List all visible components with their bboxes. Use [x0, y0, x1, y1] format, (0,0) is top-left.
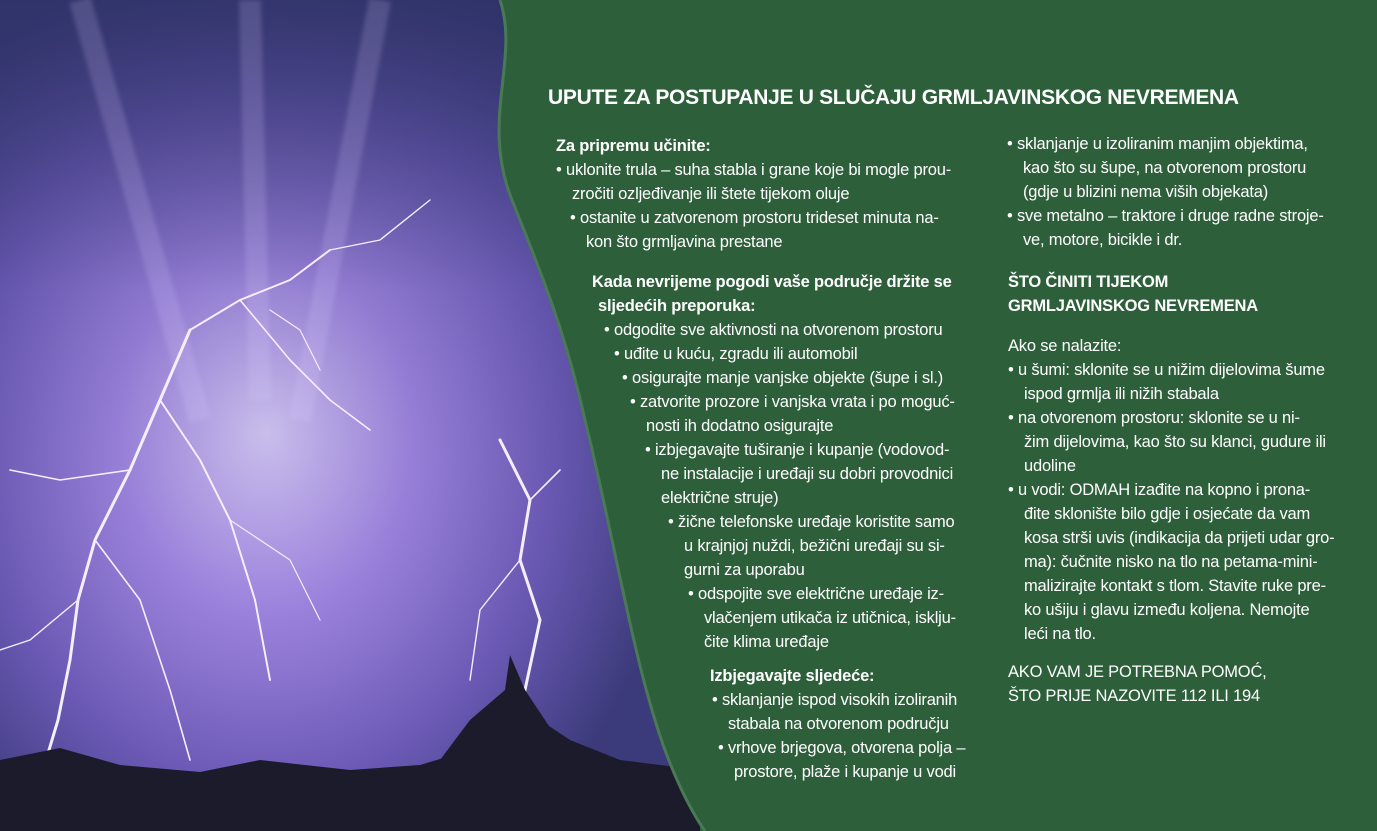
list-item-block: [718, 736, 965, 784]
list-item-continued: leći na tlo.: [1024, 625, 1096, 643]
right-top-list: [1007, 132, 1324, 252]
during-list: [1008, 334, 1334, 646]
list-item: • uđite u kuću, zgradu ili automobil: [614, 342, 857, 366]
list-item-continued: u krajnjoj nuždi, bežični uređaji su si-: [684, 537, 945, 555]
prepare-heading: Za pripremu učinite:: [556, 137, 711, 155]
list-item: • u vodi: ODMAH izađite na kopno i prona-: [1008, 478, 1334, 502]
list-item: • vrhove brjegova, otvorena polja –: [718, 736, 965, 760]
during-intro: Ako se nalazite:: [1008, 337, 1122, 355]
list-item-continued: kao što su šupe, na otvorenom prostoru: [1023, 159, 1307, 177]
during-heading: [1008, 270, 1258, 318]
list-item-continued: nosti ih dodatno osigurajte: [646, 417, 834, 435]
list-item-continued: kon što grmljavina prestane: [586, 233, 783, 251]
list-item: • odgodite sve aktivnosti na otvorenom prostoru: [604, 318, 943, 342]
list-item: • izbjegavajte tuširanje i kupanje (vodovod-: [645, 438, 953, 462]
list-item-continued: (gdje u blizini nema viših objekata): [1023, 183, 1269, 201]
list-item-continued: đite sklonište bilo gdje i osjećate da vam: [1024, 505, 1311, 523]
list-item-continued: ve, motore, bicikle i dr.: [1023, 231, 1183, 249]
list-item-continued: žim dijelovima, kao što su klanci, gudure ili: [1024, 433, 1326, 451]
storm-heading-line-1: Kada nevrijeme pogodi vaše područje držite se: [592, 273, 952, 291]
list-item: • u šumi: sklonite se u nižim dijelovima šume: [1008, 358, 1334, 382]
list-item-continued: gurni za uporabu: [684, 561, 805, 579]
list-item: • osigurajte manje vanjske objekte (šupe i sl.): [622, 366, 943, 390]
list-item-block: [645, 438, 953, 510]
page-title: UPUTE ZA POSTUPANJE U SLUČAJU GRMLJAVINSKOG NEVREMENA: [548, 86, 1239, 109]
list-item-continued: udoline: [1024, 457, 1076, 475]
list-item-continued: zročiti ozljeđivanje ili štete tijekom oluje: [572, 185, 850, 203]
list-item: • žične telefonske uređaje koristite samo: [668, 510, 954, 534]
list-item-continued: stabala na otvorenom području: [728, 715, 949, 733]
list-item: • odspojite sve električne uređaje iz-: [688, 582, 956, 606]
list-item-continued: vlačenjem utikača iz utičnica, isklju-: [704, 609, 956, 627]
list-item-continued: kosa strši uvis (indikacija da prijeti udar gro-: [1024, 529, 1335, 547]
list-item-continued: ne instalacije i uređaji su dobri provodnici: [661, 465, 954, 483]
help-line-1: AKO VAM JE POTREBNA POMOĆ,: [1008, 663, 1267, 681]
list-item-continued: čite klima uređaje: [704, 633, 829, 651]
list-item-continued: malizirajte kontakt s tlom. Stavite ruke pre-: [1024, 577, 1326, 595]
list-item: • sve metalno – traktore i druge radne stroje-: [1007, 204, 1324, 228]
list-item: • uklonite trula – suha stabla i grane koje bi mogle prou-: [556, 158, 951, 182]
during-heading-line-2: GRMLJAVINSKOG NEVREMENA: [1008, 297, 1258, 315]
list-item-block: [712, 688, 957, 736]
list-item: • ostanite u zatvorenom prostoru trideset minuta na-: [570, 206, 939, 230]
list-item: • sklanjanje u izoliranim manjim objektima,: [1007, 132, 1324, 156]
list-item-continued: električne struje): [661, 489, 779, 507]
help-footer: [1008, 660, 1267, 708]
storm-heading: [592, 270, 952, 318]
section-prepare-b: [570, 206, 939, 254]
list-item-continued: ispod grmlja ili nižih stabala: [1024, 385, 1219, 403]
storm-heading-line-2: sljedećih preporuka:: [598, 297, 756, 315]
list-item: • sklanjanje ispod visokih izoliranih: [712, 688, 957, 712]
avoid-heading: Izbjegavajte sljedeće:: [710, 667, 875, 685]
list-item-block: [688, 582, 956, 654]
help-line-2: ŠTO PRIJE NAZOVITE 112 ILI 194: [1008, 687, 1260, 705]
list-item: • na otvorenom prostoru: sklonite se u ni-: [1008, 406, 1334, 430]
list-item-continued: ko ušiju i glavu između koljena. Nemojte: [1024, 601, 1310, 619]
section-prepare: [556, 134, 951, 206]
list-item: • zatvorite prozore i vanjska vrata i po moguć-: [630, 390, 955, 414]
list-item-continued: ma): čučnite nisko na tlo na petama-mini-: [1024, 553, 1318, 571]
during-heading-line-1: ŠTO ČINITI TIJEKOM: [1008, 273, 1169, 291]
list-item-block: [630, 390, 955, 438]
list-item-continued: prostore, plaže i kupanje u vodi: [734, 763, 956, 781]
list-item-block: [668, 510, 954, 582]
